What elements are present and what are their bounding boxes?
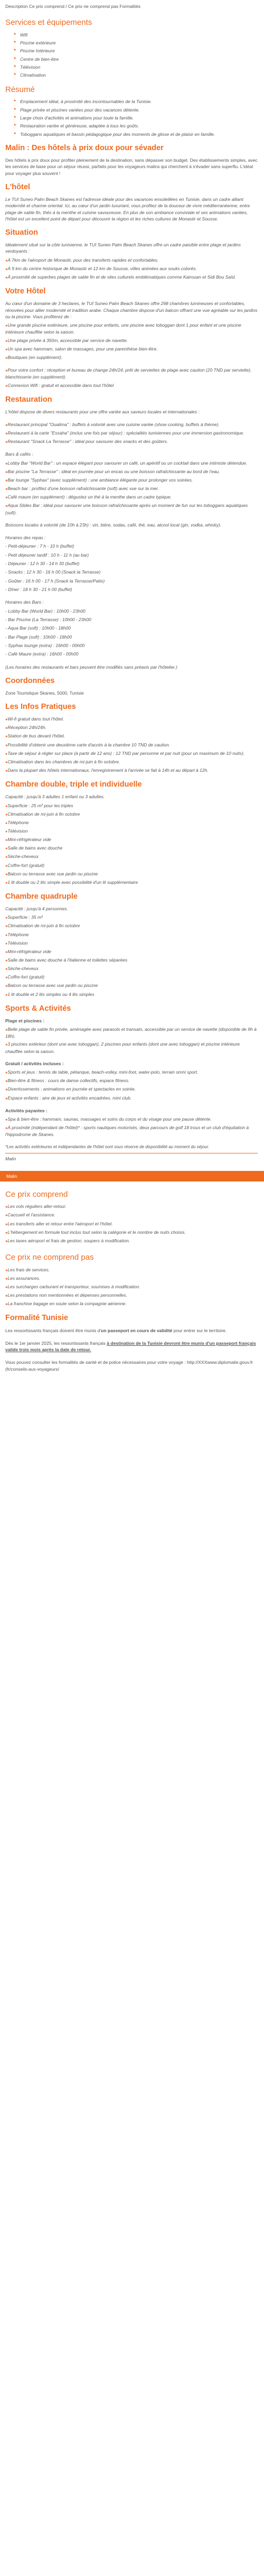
resume-title: Résumé <box>5 85 35 94</box>
formalite-text2 <box>5 1340 258 1353</box>
comprend-item: ● Les vols réguliers aller-retour. <box>5 1203 258 1210</box>
formalite-text2a: Dès le 1 <box>5 1340 22 1346</box>
room1-item: ● Téléphone <box>5 819 258 826</box>
list-item: ● Climatisation <box>20 72 258 78</box>
gratuit-item: ● Espace enfants : aire de jeux et activités encadrées, mini club. <box>5 1095 258 1102</box>
ne-comprend-item: ● Les prestations non mentionnées et dépenses personnelles. <box>5 1292 258 1299</box>
bar-hour-line: - Syphax lounge (extra) : 16h00 - 00h00 <box>5 642 85 648</box>
room2-item: ● Salle de bains avec douche à l'italienne et toilettes séparées <box>5 957 258 964</box>
formalite-text1a: Les ressortissants français doivent être munis d' <box>5 1327 101 1333</box>
bars-hours-title: Horaires des Bars : <box>5 599 44 605</box>
room1-item: ● Balcon ou terrasse avec vue jardin ou piscine <box>5 871 258 878</box>
room2-item: ● Climatisation de mi-juin à fin octobre <box>5 922 258 929</box>
bar-hour-line: - Aqua Bar (soft) : 10h00 - 18h00 <box>5 625 71 631</box>
formalite-text3[interactable]: Vous pouvez consulter les formalités de santé et de police nécessaires pour votre voyage : http://XXXwww.diplomatie.gouv.fr (fr/conseils-aux-voyageurs/ <box>5 1360 253 1372</box>
info-item: ● Réception 24h/24h. <box>5 724 258 731</box>
ne-comprend-item: ● Les surcharges carburant et transporteur, soumises à modification. <box>5 1284 258 1290</box>
gratuit-item: ● Bien-être & fitness : cours de danse collectifs, espace fitness. <box>5 1077 258 1084</box>
plage-item: ● 3 piscines extérieur (dont une avec toboggan), 2 piscines pour enfants (dont une avec toboggan) et piscine intérieure chauffée selon la saison. <box>5 1041 258 1054</box>
info-item: ● Wi-fi gratuit dans tout l'hôtel. <box>5 716 258 723</box>
room1-item: ● Climatisation de mi-juin à fin octobre <box>5 811 258 818</box>
room2-item: ● 1 lit double et 2 lits simples ou 4 lits simples <box>5 991 258 998</box>
list-item: ● Wifi <box>20 32 258 38</box>
ne-comprend-item: ● Les frais de services. <box>5 1267 258 1273</box>
hotel2-text: Au cœur d'un domaine de 3 hectares, le TUI Suneo Palm Beach Skanes offre 298 chambres lumineuses et confortables, rénovées pour allier modernité et tradition arabe. Chaque chambre dispose d'un balcon offrant une vue agréable sur les jardins ou la piscine. Vous profiterez de : <box>5 301 258 319</box>
gratuit-item: ● Sports et jeux : tennis de table, pétanque, beach-volley, mini-foot, water-polo, terrain omni sport. <box>5 1069 258 1076</box>
restauration-note: (Les horaires des restaurants et bars peuvent être modifiés sans préavis par l'hôtelier.) <box>5 664 177 670</box>
room1-item: ● Télévision <box>5 828 258 835</box>
hotel2-wifi: ● Connexion Wifi : gratuit et accessible dans tout l'hôtel <box>5 382 258 389</box>
horaire-line: - Petit-déjeuner : 7 h - 10 h (buffet) <box>5 543 74 549</box>
payant-item: ● À proximité (indépendant de l'hôtel)* : sports nautiques motorisés, deux parcours de golf 18 trous et un club d'équitation à l'hippodrome de Skanes. <box>5 1124 258 1138</box>
horaire-line: - Goûter : 16 h 00 - 17 h (Snack la Terrasse/Patio) <box>5 578 105 584</box>
formalite-text1c: pour entrer sur le territoire. <box>172 1327 227 1333</box>
malin-title: Malin : Des hôtels à prix doux pour sévader <box>5 143 164 152</box>
formalite-text2-bold: à destination de la Tunisie devront être munis d'un passeport français valide trois mois après la date de retour. <box>5 1340 256 1353</box>
room1-capacity: Capacité : jusqu'à 3 adultes 1 enfant ou 3 adultes. <box>5 794 105 800</box>
room2-item: ● Superficie : 35 m² <box>5 914 258 921</box>
bar-item: ● Beach bar : profitez d'une boisson rafraîchissante (soft) avec vue sur la mer. <box>5 485 258 492</box>
bar-item: ● Café maure (en supplément) : dégustez un thé à la menthe dans un cadre typique. <box>5 494 258 501</box>
list-item: ● Emplacement idéal, à proximité des incontournables de la Tunisie. <box>20 98 258 105</box>
boissons-text: Boissons locales à volonté (de 10h à 23h) : vin, bière, sodas, café, thé, eau, alcool local (gin, vodka, whisky). <box>5 522 222 528</box>
list-item: ● Restauration variée et généreuse, adaptée à tous les goûts. <box>20 123 258 129</box>
hotel2-item: ● Un spa avec hammam, salon de massages, pour une parenthèse bien-être. <box>5 346 258 353</box>
sports-title: Sports & Activités <box>5 1004 71 1013</box>
list-item: ● Télévision <box>20 64 258 70</box>
room1-title: Chambre double, triple et individuelle <box>5 780 142 789</box>
coord-title: Coordonnées <box>5 676 55 685</box>
bar-hour-line: - Lobby Bar (World Bar) : 10h00 - 23h00 <box>5 608 86 614</box>
horaire-line: - Snacks : 12 h 30 - 16 h 00 (Snack la Terrasse) <box>5 569 101 575</box>
room1-item: ● Mini-réfrigérateur vide <box>5 836 258 843</box>
comprend-title: Ce prix comprend <box>5 1189 68 1199</box>
room2-item: ● Téléphone <box>5 931 258 938</box>
info-item: ● Taxe de séjour à régler sur place (à partir de 12 ans) : 12 TND par personne et par nuit (pour un maximum de 10 nuits). <box>5 750 258 757</box>
situation-text: Idéalement situé sur la côte tunisienne, le TUI Suneo Palm Beach Skanes offre un cadre paisible entre plage et jardins verdoyants : <box>5 242 241 254</box>
bar-hour-line: - Bar Plage (soft) : 10h00 - 18h00 <box>5 634 72 640</box>
bar-item: ● Bar lounge "Syphax" (avec supplément) : une ambiance élégante pour prolonger vos soirées. <box>5 477 258 484</box>
comprend-item: ● Les taxes aéroport et frais de gestion, soupers à modification. <box>5 1238 258 1244</box>
list-item: ● Toboggans aquatiques et bassin pédagogique pour des moments de glisse et de plaisir en famille. <box>20 131 258 137</box>
room1-item: ● Sèche-cheveux <box>5 853 258 860</box>
info-item: ● Possibilité d'obtenir une deuxième carte d'accès à la chambre 10 TND de caution. <box>5 742 258 749</box>
info-item: ● Dans la plupart des hôtels internationaux, l'enregistrement à l'arrivée se fait à 14h et au départ à 12h. <box>5 767 258 774</box>
room1-item: ● Salle de bains avec douche <box>5 845 258 852</box>
bar-hour-line: - Bar Piscine (La Terrasse) : 10h00 - 23h00 <box>5 616 91 622</box>
bar-hour-line: - Café Maure (extra) : 16h00 - 00h00 <box>5 651 79 657</box>
infos-title: Les Infos Pratiques <box>5 703 76 712</box>
bar-item: ● Lobby Bar "World Bar" : un espace élégant pour savourer un café, un apéritif ou un cocktail dans une intimiste détendue. <box>5 460 258 467</box>
situation-item: ● À proximité de superbes plages de sable fin et de sites culturels emblématiques comme Kairouan et Sidi Bou Saïd. <box>5 274 258 281</box>
restaurant-item: ● Restaurant à la carte "Essaha" (inclus une fois par séjour) : spécialités tunisiennes pour une immersion gastronomique. <box>5 430 258 437</box>
coord-text: Zone Touristique Skanes, 5000, Tunisie <box>5 690 84 696</box>
horaire-line: - Dîner : 18 h 30 - 21 h 00 (buffet) <box>5 587 72 593</box>
horaires-title: Horaires des repas : <box>5 535 46 541</box>
restauration-title: Restauration <box>5 395 52 404</box>
gratuit-title: Gratuit / activités incluses : <box>5 1060 64 1066</box>
hotel-title: L'hôtel <box>5 182 30 191</box>
bar-item: ● Bar piscine "La Terrasse" : idéal en journée pour un encas ou une boisson rafraîchissante au bord de l'eau. <box>5 468 258 475</box>
hotel2-item: ● Une plage privée à 350m, accessible par service de navette. <box>5 337 258 344</box>
bar-item: ● Aqua Slides Bar : idéal pour savourer une boisson rafraîchissante après un moment de fun sur les toboggans aquatiques (soft). <box>5 502 258 515</box>
sports-note: *Les activités extérieures et indépendantes de l'hôtel sont sous réserve de disponibilité au moment du séjour. <box>5 1144 210 1149</box>
plage-item: ● Belle plage de sable fin privée, aménagée avec parasols et transats, accessible par un service de navette (disponible de 9h à 18h). <box>5 1026 258 1039</box>
malin-text: Des hôtels à prix doux pour profiter pleinement de la destination, sans dépasser son budget. Des établissements simples, avec les services de base pour un séjour réussi, parfaits pour les voyageurs malins qui cherchent à s'évader sans superflu. L'idéal pour voyager plus souvent ! <box>5 157 258 176</box>
info-item: ● Climatisation dans les chambres de mi-juin à fin octobre. <box>5 759 258 765</box>
situation-item: ● À 7km de l'aéroport de Monastir, pour des transferts rapides et confortables. <box>5 257 258 264</box>
room2-item: ● Balcon ou terrasse avec vue jardin ou piscine <box>5 982 258 989</box>
room2-title: Chambre quadruple <box>5 892 78 901</box>
formalite-text1b: un passeport en cours de validité <box>101 1327 173 1333</box>
room2-item: ● Sèche-cheveux <box>5 965 258 972</box>
formalite-text2b: er janvier 2025, les ressortissants français <box>22 1340 107 1346</box>
situation-item: ● À 9 km du centre historique de Monastir et 12 km de Sousse, villes animées aux souks colorés. <box>5 265 258 272</box>
horaire-line: - Déjeuner : 12 h 30 - 14 h 30 (buffet) <box>5 561 80 567</box>
formalite-title: Formalité Tunisie <box>5 1314 68 1323</box>
payant-item: ● Spa & bien-être : hammam, saunas, massages et soins du corps et du visage pour une pause détente. <box>5 1116 258 1123</box>
resume-list <box>5 98 258 137</box>
formalite-text1 <box>5 1327 258 1334</box>
room1-item: ● Superficie : 25 m² pour les triples <box>5 802 258 809</box>
ne-comprend-item: ● La franchise bagage en soute selon la compagnie aérienne. <box>5 1300 258 1307</box>
ne-comprend-title: Ce prix ne comprend pas <box>5 1253 94 1262</box>
hotel2-item: ● Une grande piscine extérieure, une piscine pour enfants, une piscine avec toboggan dont 1 pour enfant et une piscine intérieure chauffée selon la saison. <box>5 322 258 335</box>
malin-bar-label: Malin <box>6 1173 17 1179</box>
restaurant-item: ● Restaurant principal "Oualima" : buffets à volonté avec une cuisine variée (show cooking, buffets à thème). <box>5 421 258 428</box>
bars-intro: Bars & cafés : <box>5 451 33 457</box>
list-item: ● Centre de bien-être <box>20 56 258 62</box>
restaurant-item: ● Restaurant "Snack La Terrasse" : idéal pour savourer des snacks et des goûters. <box>5 438 258 445</box>
gratuit-item: ● Divertissements : animations en journée et spectacles en soirée. <box>5 1086 258 1093</box>
ne-comprend-item: ● Les assurances. <box>5 1275 258 1282</box>
room1-item: ● 1 lit double ou 2 lits simple avec possibilité d'un lit supplémentaire <box>5 879 258 886</box>
plage-title: Plage et piscines : <box>5 1018 45 1023</box>
room2-capacity: Capacité : jusqu'à 4 personnes. <box>5 906 68 911</box>
room2-item: ● Mini-réfrigérateur vide <box>5 948 258 955</box>
section-tabs[interactable]: Description Ce prix comprend / Ce prix ne comprend pas Formalités <box>5 4 141 9</box>
situation-title: Situation <box>5 228 39 237</box>
room1-item: ● Coffre-fort (gratuit) <box>5 862 258 869</box>
services-title: Services et équipements <box>5 18 92 27</box>
malin-bar <box>0 1171 264 1181</box>
services-list <box>5 32 258 79</box>
malin-label: Malin <box>5 1156 16 1162</box>
info-item: ● Station de bus devant l'hôtel. <box>5 733 258 740</box>
list-item: ● Large choix d'activités et animations pour toute la famille. <box>20 115 258 121</box>
hotel2-item: ● Boutiques (en supplément). <box>5 354 258 361</box>
comprend-item: ● Caccueil et l'assistance. <box>5 1212 258 1218</box>
restauration-text: L'hôtel dispose de divers restaurants pour une offre variée aux saveurs locales et internationales : <box>5 409 200 414</box>
room2-item: ● Coffre-fort (gratuit) <box>5 974 258 981</box>
hotel2-title: Votre Hôtel <box>5 287 46 296</box>
payant-title: Activités payantes : <box>5 1107 48 1113</box>
comprend-item: ● L'hébergement en formule tout inclus tout selon la catégorie et le nombre de nuits choisis. <box>5 1229 258 1236</box>
hotel2-comfort: ● Pour votre confort : réception et bureau de change 24h/24, prêt de serviettes de plage avec caution (20 TND par serviette), blanchisserie (en supplément). <box>5 367 258 380</box>
comprend-item: ● Les transferts aller et retour entre l'aéroport et l'hôtel. <box>5 1221 258 1227</box>
list-item: ● Plage privée et piscines variées pour des vacances détente. <box>20 107 258 113</box>
list-item: ● Piscine extérieure <box>20 40 258 46</box>
horaire-line: - Petit déjeuner tardif : 10 h - 11 h (au bar) <box>5 552 89 558</box>
room2-item: ● Télévision <box>5 940 258 947</box>
list-item: ● Piscine Intérieure <box>20 48 258 54</box>
hotel-text: Le TUI Suneo Palm Beach Skanes est l'adresse idéale pour des vacances ensoleillées en Tunisie, dans un cadre alliant modernité et charme oriental. Ici, au cœur d'un jardin luxuriant, vous profitez de la douceur de vivre méditerranéenne, entre plage de sable fin, thés à la menthe et cuisine savoureuse. En plus de son ambiance conviviale et ses animations variées, l'hôtel est un excellent point de départ pour découvrir la région et les riches cultures de Monastir et Sousse. <box>5 196 250 221</box>
